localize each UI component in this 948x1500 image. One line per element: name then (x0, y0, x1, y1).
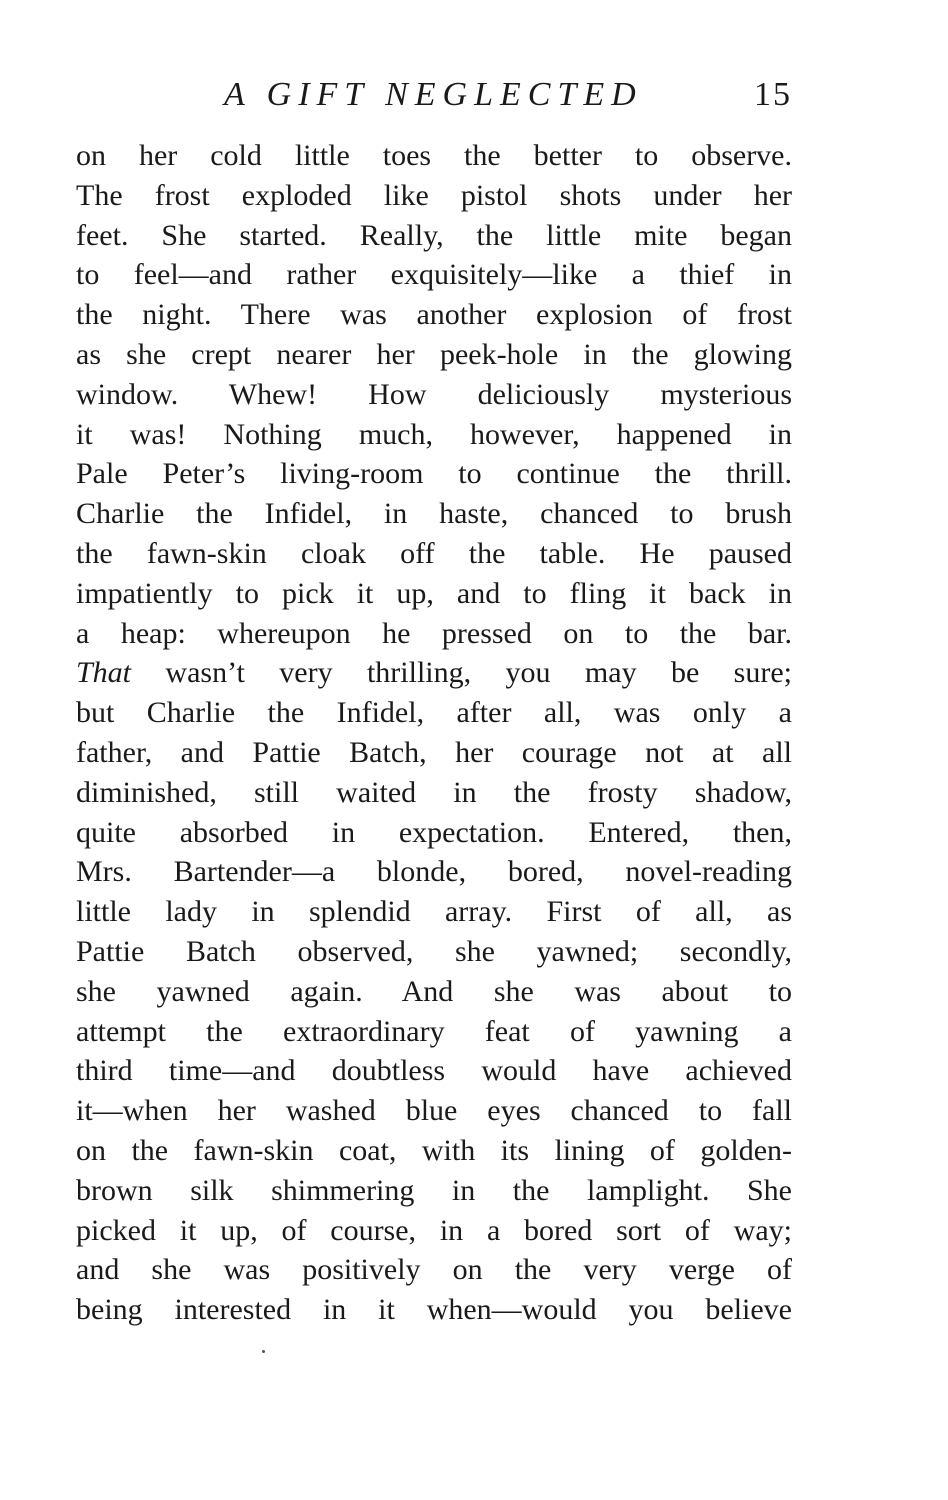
paper-speck (262, 1350, 265, 1353)
running-header (76, 72, 792, 118)
text-line: third time—and doubtless would have achieved (76, 1054, 792, 1088)
text-line: the night. There was another explosion of frost (76, 298, 792, 332)
text-line: the fawn-skin cloak off the table. He paused (76, 536, 792, 570)
text-line: to feel—and rather exquisitely—like a thief in (76, 258, 792, 292)
text-line: being interested in it when—would you believe (76, 1293, 792, 1327)
text-line: picked it up, of course, in a bored sort of way; (76, 1213, 792, 1247)
text-line: impatiently to pick it up, and to fling it back in (76, 576, 792, 610)
text-line: on the fawn-skin coat, with its lining of golden- (76, 1133, 792, 1167)
text-line: and she was positively on the very verge of (76, 1253, 792, 1287)
text-line: diminished, still waited in the frosty shadow, (76, 775, 792, 809)
text-line: Pattie Batch observed, she yawned; secondly, (76, 934, 792, 968)
body-text (76, 136, 792, 1330)
text-line: window. Whew! How deliciously mysterious (76, 377, 792, 411)
italic-word: That (76, 656, 132, 690)
text-line: a heap: whereupon he pressed on to the bar. (76, 616, 792, 650)
text-line: The frost exploded like pistol shots under her (76, 178, 792, 212)
page-number: 15 (754, 76, 792, 113)
text-line-mixed (76, 653, 792, 693)
text-line: father, and Pattie Batch, her courage not at all (76, 735, 792, 769)
text-line: it—when her washed blue eyes chanced to fall (76, 1094, 792, 1128)
text-line: but Charlie the Infidel, after all, was only a (76, 696, 792, 730)
text-line: attempt the extraordinary feat of yawning a (76, 1014, 792, 1048)
text-line: on her cold little toes the better to observe. (76, 139, 792, 172)
text-line: feet. She started. Really, the little mite began (76, 218, 792, 252)
running-title: A GIFT NEGLECTED (224, 76, 643, 113)
text-line: quite absorbed in expectation. Entered, then, (76, 815, 792, 849)
text-line: she yawned again. And she was about to (76, 974, 792, 1008)
text-line: Mrs. Bartender—a blonde, bored, novel-reading (76, 855, 792, 889)
text-line: Pale Peter’s living-room to continue the thrill. (76, 457, 792, 491)
text-line: little lady in splendid array. First of all, as (76, 895, 792, 929)
text-line: it was! Nothing much, however, happened in (76, 417, 792, 451)
text-line: brown silk shimmering in the lamplight. She (76, 1173, 792, 1207)
text-line: Charlie the Infidel, in haste, chanced to brush (76, 497, 792, 531)
text-line: as she crept nearer her peek-hole in the glowing (76, 337, 792, 371)
text-line-rest: wasn’t very thrilling, you may be sure; (131, 656, 792, 690)
